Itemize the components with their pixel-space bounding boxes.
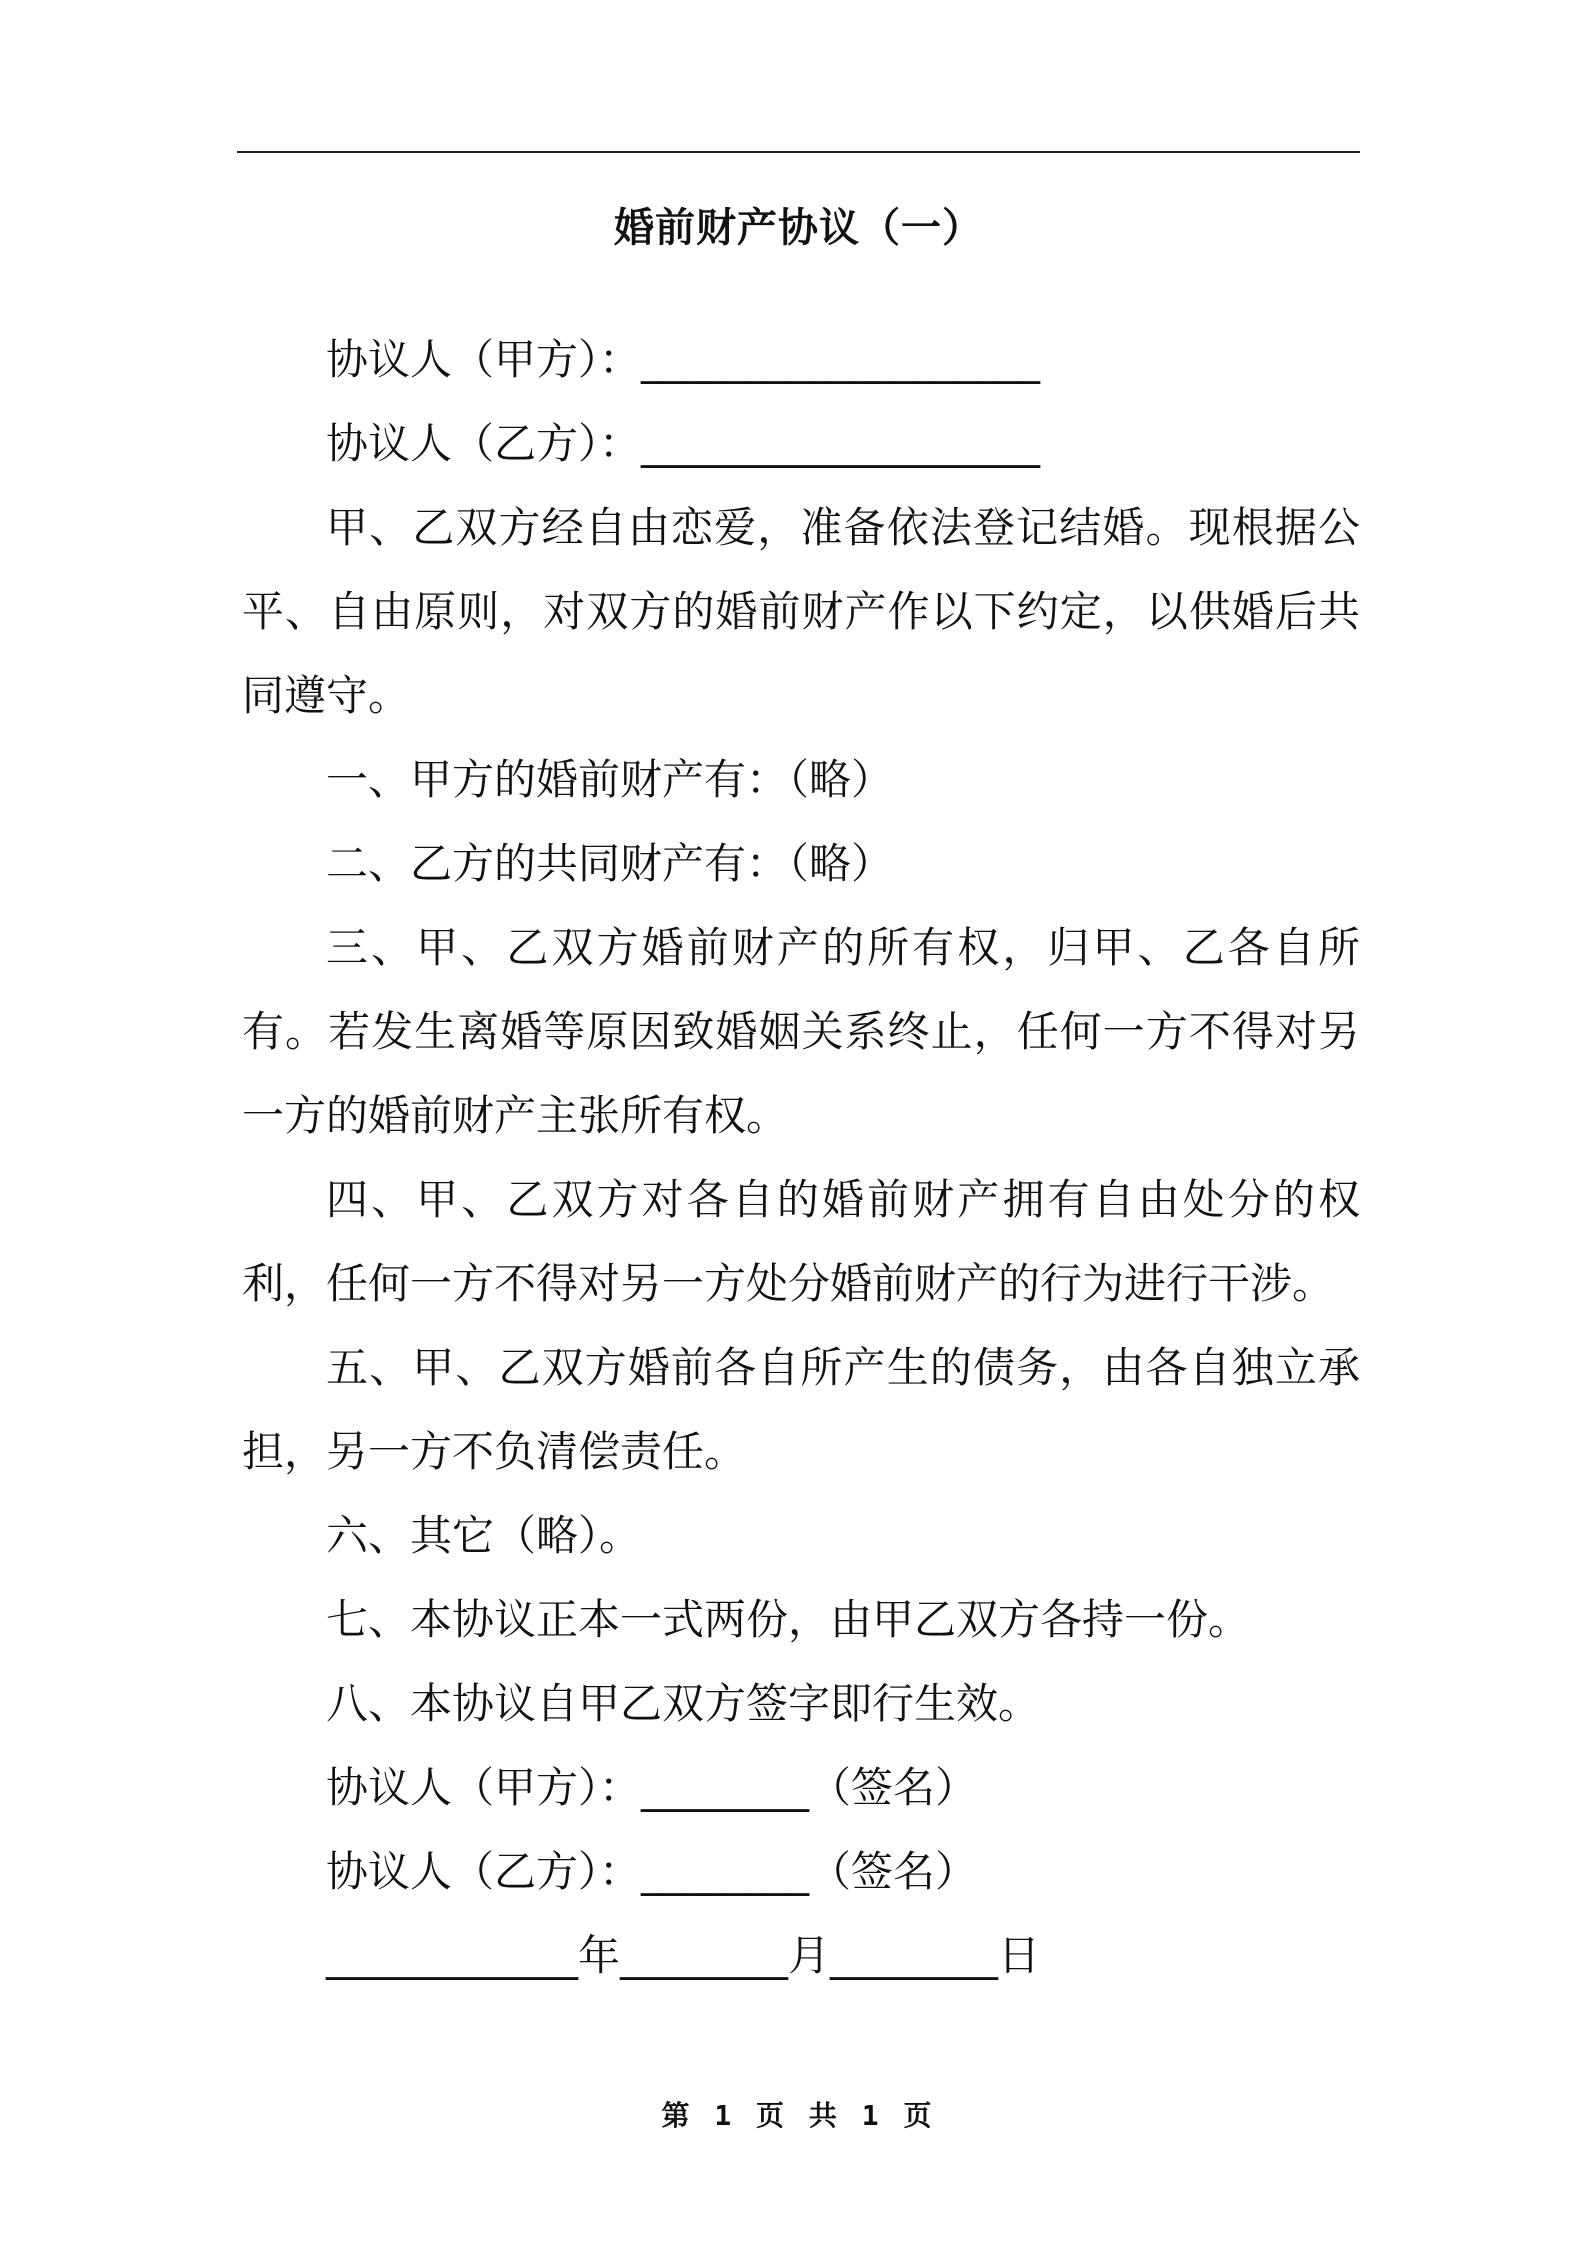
clause-2: 二、乙方的共同财产有：（略）: [326, 839, 894, 888]
document-title: 婚前财产协议（一）: [614, 205, 983, 251]
clause-3: 三、甲、乙双方婚前财产的所有权，归甲、乙各自所有。若发生离婚等原因致婚姻关系终止，任何一方不得对另一方的婚前财产主张所有权。: [242, 923, 1360, 1140]
clause-7: 七、本协议正本一式两份，由甲乙双方各持一份。: [326, 1595, 1251, 1644]
header-rule: [237, 151, 1360, 153]
party-a-line: 协议人（甲方）：___________________: [326, 335, 1041, 384]
signature-party-b: 协议人（乙方）：________（签名）: [326, 1847, 978, 1896]
clause-8: 八、本协议自甲乙双方签字即行生效。: [326, 1679, 1041, 1728]
party-b-line: 协议人（乙方）：___________________: [326, 419, 1041, 468]
clause-5: 五、甲、乙双方婚前各自所产生的债务，由各自独立承担，另一方不负清偿责任。: [242, 1343, 1360, 1476]
page-number-footer: 第 1 页 共 1 页: [661, 2099, 936, 2132]
document-body: [242, 318, 1360, 1998]
date-line: ____________年________月________日: [326, 1931, 1041, 1980]
clause-4: 四、甲、乙双方对各自的婚前财产拥有自由处分的权利，任何一方不得对另一方处分婚前财产的行为进行干涉。: [242, 1175, 1360, 1308]
preamble-paragraph: 甲、乙双方经自由恋爱，准备依法登记结婚。现根据公平、自由原则，对双方的婚前财产作以下约定，以供婚后共同遵守。: [242, 503, 1360, 720]
signature-party-a: 协议人（甲方）：________（签名）: [326, 1763, 978, 1812]
clause-6: 六、其它（略）。: [326, 1511, 642, 1560]
clause-1: 一、甲方的婚前财产有：（略）: [326, 755, 894, 804]
